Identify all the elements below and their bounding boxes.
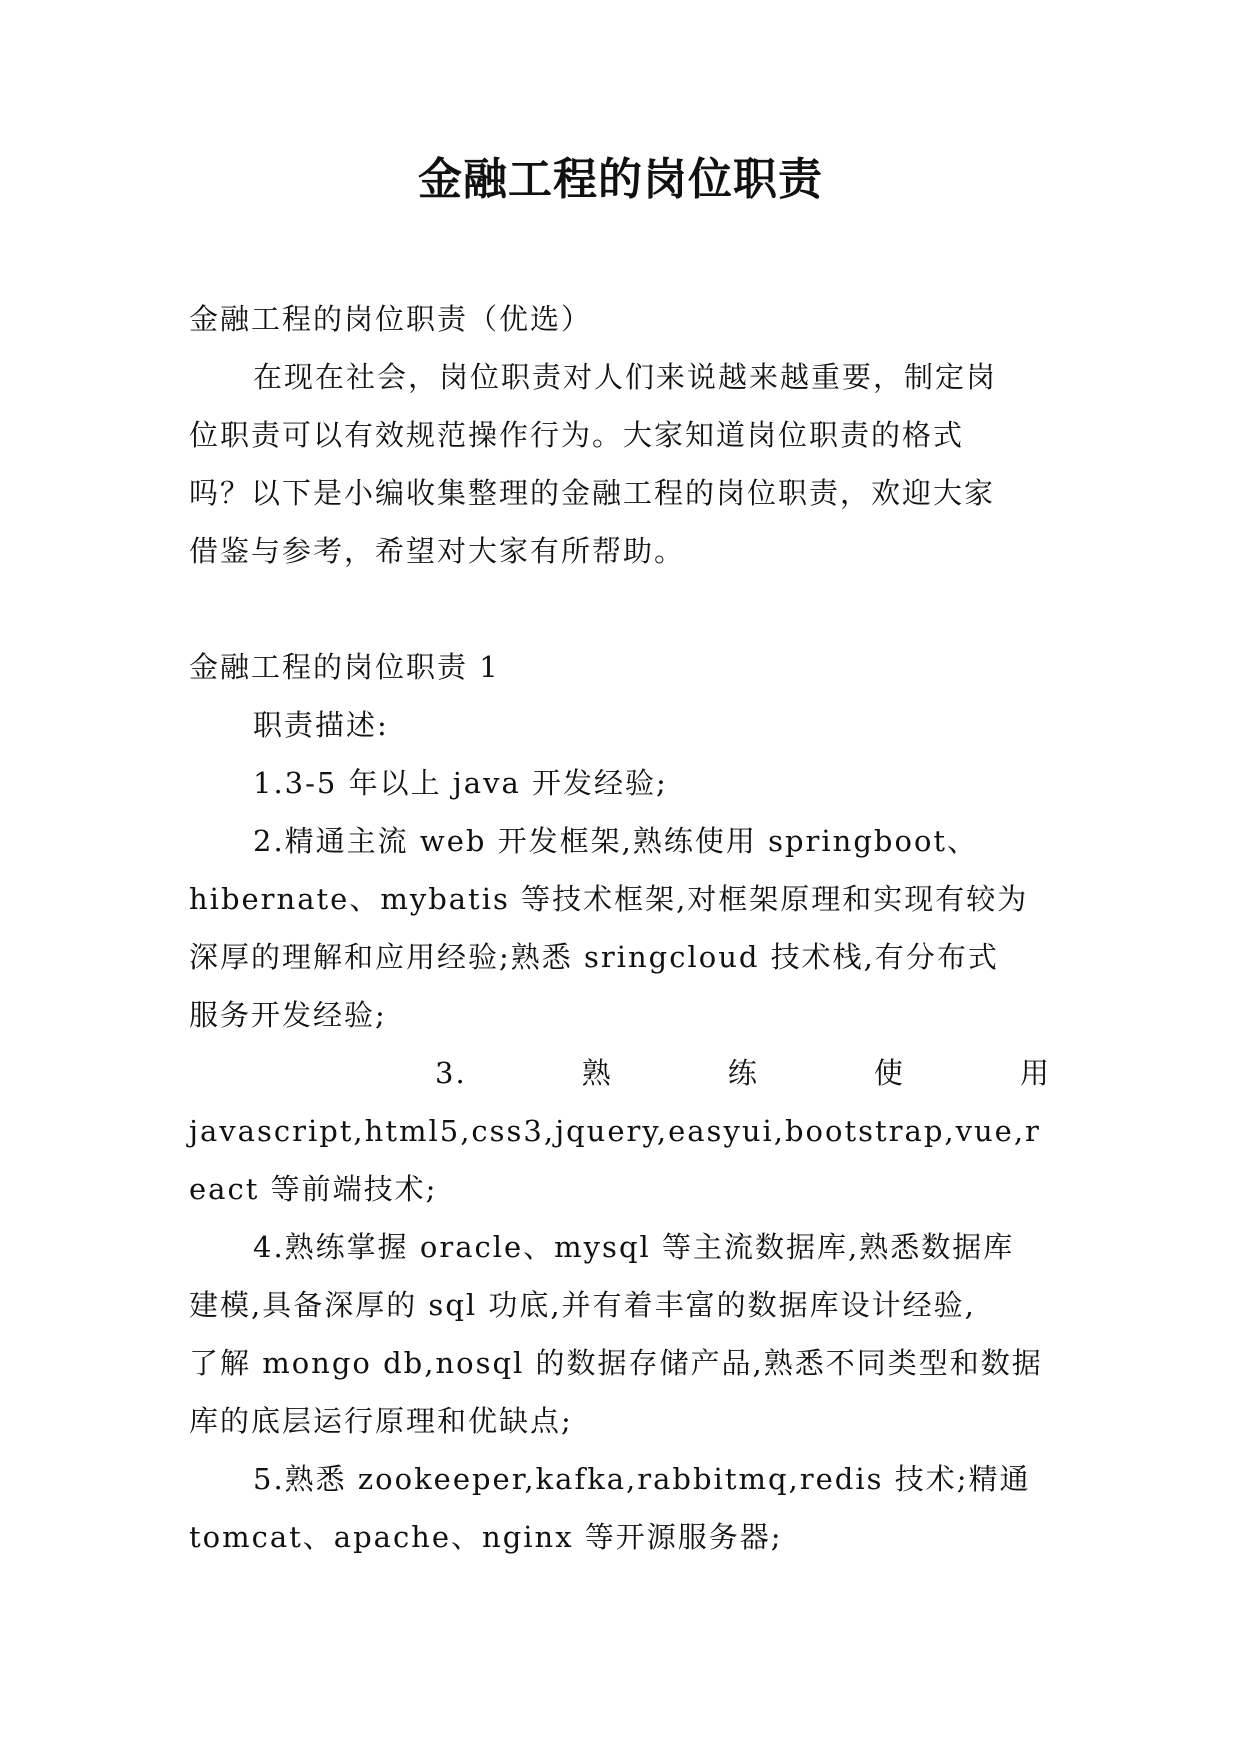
duty-item-3-line-1 (189, 1044, 1051, 1102)
intro-line-2: 位职责可以有效规范操作行为。大家知道岗位职责的格式 (189, 418, 965, 452)
document-title: 金融工程的岗位职责 (418, 154, 823, 205)
duty-item-2-line-1: 2.精通主流 web 开发框架,熟练使用 springboot、 (253, 824, 979, 858)
subtitle: 金融工程的岗位职责（优选） (189, 302, 593, 336)
duty-item-5-line-1: 5.熟悉 zookeeper,kafka,rabbitmq,redis 技术;精通 (253, 1462, 1031, 1496)
duty-item-3-line-2: javascript,html5,css3,jquery,easyui,bootstrap,vue,r (189, 1114, 1041, 1148)
duty-item-3-word: 使 (873, 1056, 905, 1090)
document-body (189, 290, 1051, 1566)
duty-item-2-line-3: 深厚的理解和应用经验;熟悉 sringcloud 技术栈,有分布式 (189, 940, 999, 974)
duty-item-4-line-4: 库的底层运行原理和优缺点; (189, 1404, 573, 1438)
intro-line-4: 借鉴与参考，希望对大家有所帮助。 (189, 534, 686, 568)
intro-line-1: 在现在社会，岗位职责对人们来说越来越重要，制定岗 (253, 360, 998, 394)
duty-item-3-line-3: eact 等前端技术; (189, 1172, 438, 1206)
duty-item-5-line-2: tomcat、apache、nginx 等开源服务器; (189, 1520, 783, 1554)
duty-label: 职责描述: (253, 708, 389, 742)
duty-item-4-line-3: 了解 mongo db,nosql 的数据存储产品,熟悉不同类型和数据 (189, 1346, 1043, 1380)
duty-item-3-word: 练 (727, 1056, 759, 1090)
duty-item-2-line-2: hibernate、mybatis 等技术框架,对框架原理和实现有较为 (189, 882, 1029, 916)
duty-item-3-word: 3. (435, 1056, 467, 1090)
duty-item-4-line-1: 4.熟练掌握 oracle、mysql 等主流数据库,熟悉数据库 (253, 1230, 1015, 1264)
paragraph-gap (189, 580, 1051, 638)
section-heading: 金融工程的岗位职责 1 (189, 650, 500, 684)
duty-item-4-line-2: 建模,具备深厚的 sql 功底,并有着丰富的数据库设计经验, (189, 1288, 976, 1322)
duty-item-2-line-4: 服务开发经验; (189, 998, 387, 1032)
duty-item-1: 1.3-5 年以上 java 开发经验; (253, 766, 668, 800)
duty-item-3-word: 熟 (581, 1056, 613, 1090)
duty-item-3-word: 用 (1019, 1056, 1051, 1090)
intro-line-3: 吗？以下是小编收集整理的金融工程的岗位职责，欢迎大家 (189, 476, 996, 510)
